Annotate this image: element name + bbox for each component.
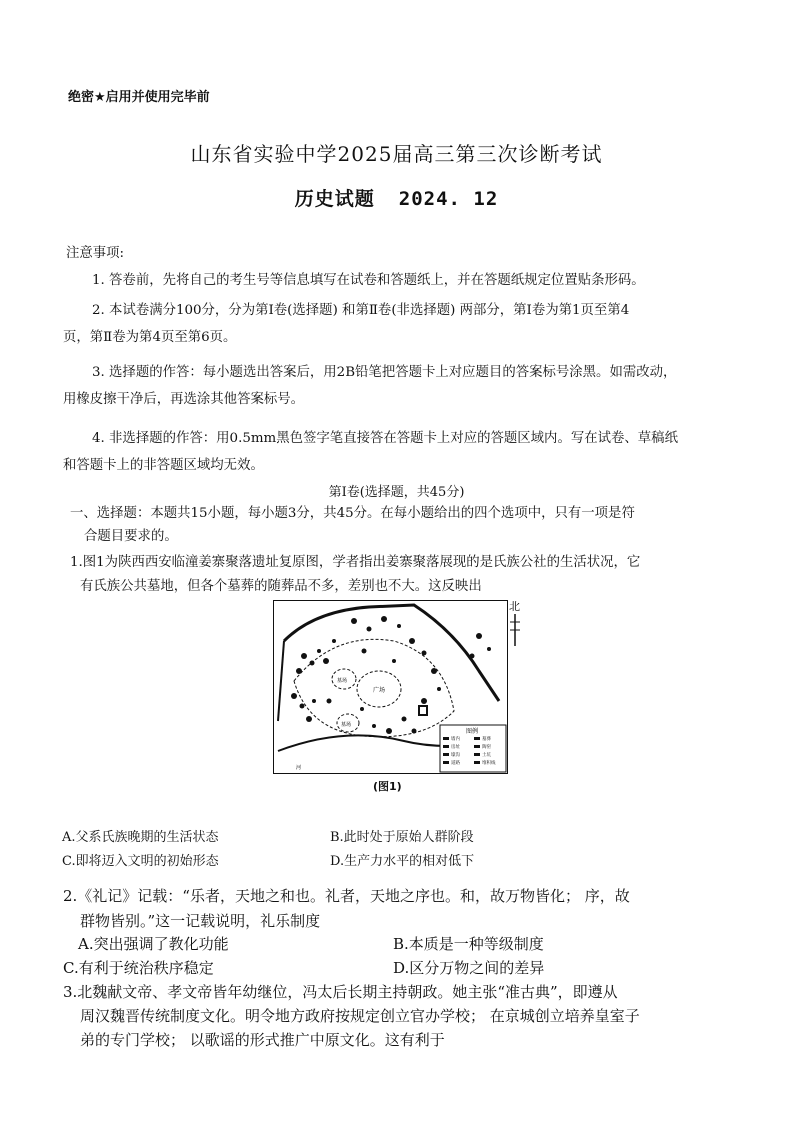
map-label-cemetery-1: 墓场 (337, 678, 348, 684)
map-legend-title: 图例 (466, 728, 479, 735)
notice-item-3-cont: 用橡皮擦干净后，再选涂其他答案标号。 (63, 392, 305, 407)
legend-item-8: 堆积线 (482, 761, 496, 766)
question-1-option-d[interactable]: D.生产力水平的相对低下 (330, 854, 475, 869)
confidential-label: 绝密★启用并使用完毕前 (68, 90, 210, 105)
question-3-stem-cont-1: 周汉魏晋传统制度文化。明令地方政府按规定创立官办学校； 在京城创立培养皇室子 (80, 1007, 640, 1025)
notice-item-3: 3. 选择题的作答：每小题选出答案后，用2B铅笔把答题卡上对应题目的答案标号涂黑。如需改动， (92, 365, 677, 380)
question-3-stem-cont-2: 弟的专门学校； 以歌谣的形式推广中原文化。这有利于 (80, 1031, 445, 1049)
figure-caption: (图1) (373, 780, 402, 793)
notice-heading: 注意事项: (66, 246, 125, 261)
exam-date: 2024. 12 (398, 188, 499, 210)
notice-item-4: 4. 非选择题的作答：用0.5mm黑色签字笔直接答在答题卡上对应的答题区域内。写在试卷、草稿纸 (92, 431, 678, 446)
legend-item-6: 陶窑 (482, 745, 491, 750)
north-label: 北 (509, 600, 520, 613)
legend-item-2: 房址 (451, 745, 460, 750)
exam-title: 山东省实验中学2025届高三第三次诊断考试 (190, 142, 603, 166)
question-2-option-a[interactable]: A.突出强调了教化功能 (78, 935, 229, 953)
notice-item-2: 2. 本试卷满分100分，分为第Ⅰ卷(选择题) 和第Ⅱ卷(非选择题) 两部分，第Ⅰ卷为第1页至第4 (92, 303, 630, 318)
notice-item-2-cont: 页，第Ⅱ卷为第4页至第6页。 (63, 330, 237, 345)
question-1-stem: 1.图1为陕西西安临潼姜寨聚落遗址复原图，学者指出姜寨聚落展现的是氏族公社的生活状况，它 (70, 555, 641, 570)
question-1-option-a[interactable]: A.父系氏族晚期的生活状态 (62, 830, 219, 845)
question-2-stem: 2.《礼记》记载：“乐者，天地之和也。礼者，天地之序也。和，故万物皆化； 序，故 (63, 887, 630, 905)
map-label-plaza: 广场 (373, 687, 386, 694)
legend-item-5: 墓葬 (482, 737, 491, 742)
legend-item-4: 道路 (451, 761, 460, 766)
question-2-stem-cont: 群物皆别。”这一记载说明，礼乐制度 (80, 912, 321, 930)
section-title: 第Ⅰ卷(选择题，共45分) (328, 485, 465, 500)
question-3-stem: 3.北魏献文帝、孝文帝皆年幼继位，冯太后长期主持朝政。她主张“准古典”，即遵从 (63, 983, 618, 1001)
question-1-option-b[interactable]: B.此时处于原始人群阶段 (330, 830, 474, 845)
question-1-stem-cont: 有氏族公共墓地，但各个墓葬的随葬品不多，差别也不大。这反映出 (80, 579, 482, 594)
map-label-river: 河 (296, 765, 302, 771)
question-2-option-d[interactable]: D.区分万物之间的差异 (393, 959, 545, 977)
legend-item-1: 墙内 (451, 737, 460, 742)
section-instruction: 一、选择题：本题共15小题，每小题3分，共45分。在每小题给出的四个选项中，只有一项是符 (70, 506, 635, 521)
question-2-option-c[interactable]: C.有利于统治秩序稳定 (63, 959, 214, 977)
section-instruction-cont: 合题目要求的。 (84, 529, 178, 544)
notice-item-4-cont: 和答题卡上的非答题区域均无效。 (63, 458, 264, 473)
notice-item-1: 1. 答卷前，先将自己的考生号等信息填写在试卷和答题纸上，并在答题纸规定位置贴条形码。 (92, 273, 645, 288)
map-label-cemetery-2: 墓场 (341, 722, 352, 728)
legend-item-7: 土坑 (482, 753, 491, 758)
subject-name: 历史试题 (294, 188, 375, 210)
question-1-option-c[interactable]: C.即将迈入文明的初始形态 (62, 854, 219, 869)
settlement-map (273, 600, 508, 774)
question-2-option-b[interactable]: B.本质是一种等级制度 (393, 935, 544, 953)
north-arrow-icon (507, 600, 527, 650)
legend-item-3: 壕沟 (451, 753, 460, 758)
exam-subtitle (0, 184, 793, 211)
